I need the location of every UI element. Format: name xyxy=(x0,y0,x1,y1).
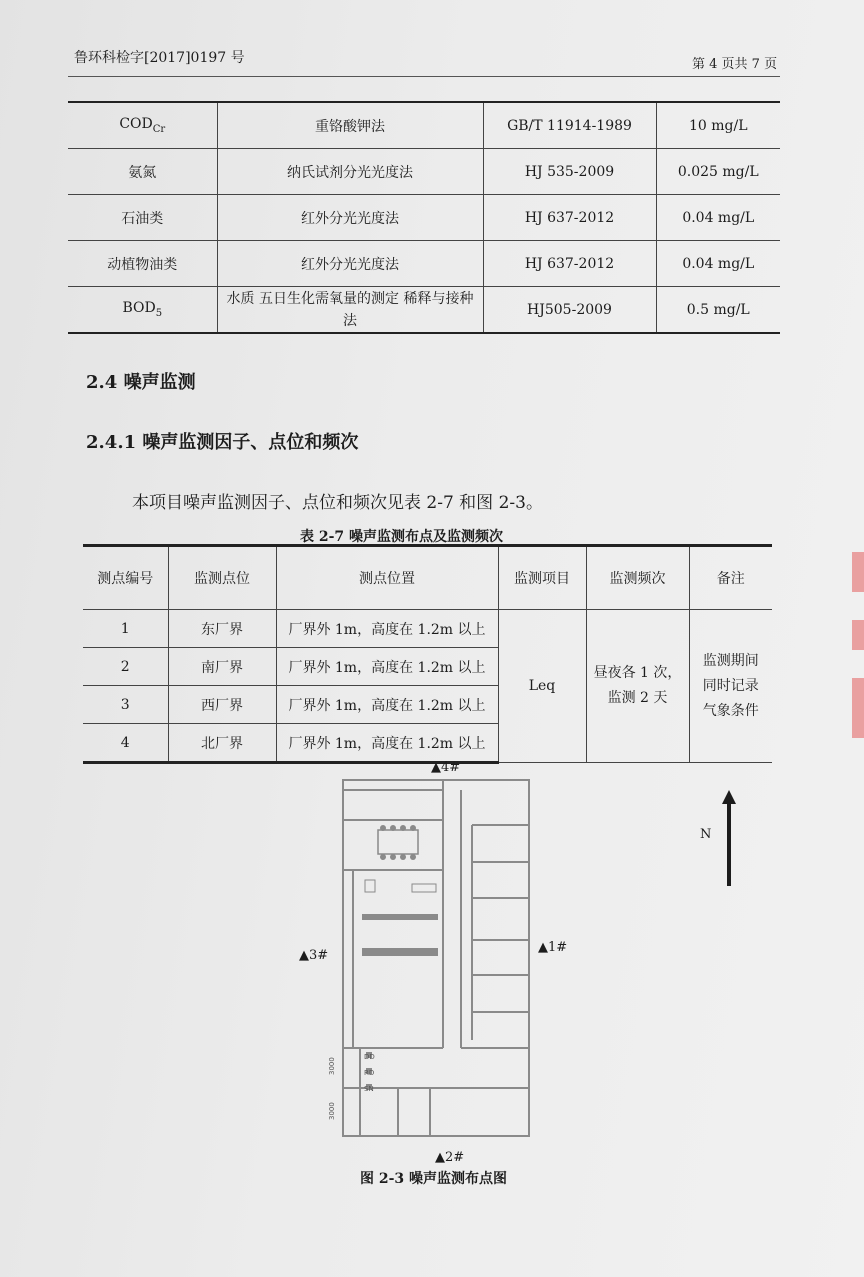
north-arrow xyxy=(722,790,736,886)
method-cell: 纳氏试剂分光光度法 xyxy=(217,149,483,195)
standard-cell: HJ 637-2012 xyxy=(483,195,656,241)
dimension-label: 3000 xyxy=(328,1102,336,1120)
standard-cell: HJ505-2009 xyxy=(483,287,656,334)
limit-cell: 0.5 mg/L xyxy=(656,287,780,334)
room-label: SN xyxy=(364,1085,374,1093)
stamp-edge xyxy=(852,552,864,592)
monitoring-frequency: 昼夜各 1 次， 监测 2 天 xyxy=(586,610,689,763)
item-cell: $BOD_5$ xyxy=(68,287,217,334)
method-cell: 红外分光光度法 xyxy=(217,195,483,241)
point-site: 西厂界 xyxy=(168,686,276,724)
limit-cell: 0.04 mg/L xyxy=(656,195,780,241)
method-cell: 红外分光光度法 xyxy=(217,241,483,287)
north-label: N xyxy=(700,827,712,842)
column-header: 测点编号 xyxy=(83,546,168,610)
monitoring-item: Leq xyxy=(498,610,586,763)
item-cell: $COD_{Cr}$ xyxy=(68,102,217,149)
monitoring-point-4: ▲4# xyxy=(431,760,461,775)
monitoring-point-2: ▲2# xyxy=(435,1150,465,1165)
standard-cell: HJ 637-2012 xyxy=(483,241,656,287)
point-site: 东厂界 xyxy=(168,610,276,648)
dimension-label: 3000 xyxy=(328,1057,336,1075)
page-info: 第 4 页共 7 页 xyxy=(692,57,778,72)
limit-cell: 0.025 mg/L xyxy=(656,149,780,195)
column-header: 监测点位 xyxy=(168,546,276,610)
remark: 监测期间 同时记录 气象条件 xyxy=(689,610,772,763)
point-position: 厂界外 1m，高度在 1.2m 以上 xyxy=(276,610,498,648)
section-heading-2-4: 2.4 噪声监测 xyxy=(86,372,196,393)
table-caption: 表 2-7 噪声监测布点及监测频次 xyxy=(300,529,504,545)
item-cell: 氨氮 xyxy=(68,149,217,195)
column-header: 监测项目 xyxy=(498,546,586,610)
monitoring-point-3: ▲3# xyxy=(299,948,329,963)
point-position: 厂界外 1m，高度在 1.2m 以上 xyxy=(276,724,498,763)
column-header: 测点位置 xyxy=(276,546,498,610)
point-site: 南厂界 xyxy=(168,648,276,686)
body-paragraph: 本项目噪声监测因子、点位和频次见表 2-7 和图 2-3。 xyxy=(132,493,543,513)
document-number: 鲁环科检字[2017]0197 号 xyxy=(74,50,245,66)
method-cell: 重铬酸钾法 xyxy=(217,102,483,149)
point-position: 厂界外 1m，高度在 1.2m 以上 xyxy=(276,648,498,686)
point-number: 4 xyxy=(83,724,168,763)
room-label: DD xyxy=(364,1053,375,1061)
stamp-edge xyxy=(852,620,864,650)
column-header: 备注 xyxy=(689,546,772,610)
column-header: 监测频次 xyxy=(586,546,689,610)
point-site: 北厂界 xyxy=(168,724,276,763)
room-label: RD xyxy=(364,1069,375,1077)
figure-caption: 图 2-3 噪声监测布点图 xyxy=(360,1171,508,1187)
stamp-edge xyxy=(852,678,864,738)
point-number: 3 xyxy=(83,686,168,724)
point-number: 2 xyxy=(83,648,168,686)
standard-cell: GB/T 11914-1989 xyxy=(483,102,656,149)
item-cell: 石油类 xyxy=(68,195,217,241)
standard-cell: HJ 535-2009 xyxy=(483,149,656,195)
limit-cell: 10 mg/L xyxy=(656,102,780,149)
method-cell: 水质 五日生化需氧量的测定 稀释与接种法 xyxy=(217,287,483,334)
limit-cell: 0.04 mg/L xyxy=(656,241,780,287)
plan-outline xyxy=(343,780,529,1136)
point-number: 1 xyxy=(83,610,168,648)
section-heading-2-4-1: 2.4.1 噪声监测因子、点位和频次 xyxy=(86,432,359,453)
item-cell: 动植物油类 xyxy=(68,241,217,287)
point-position: 厂界外 1m，高度在 1.2m 以上 xyxy=(276,686,498,724)
monitoring-point-1: ▲1# xyxy=(538,940,568,955)
